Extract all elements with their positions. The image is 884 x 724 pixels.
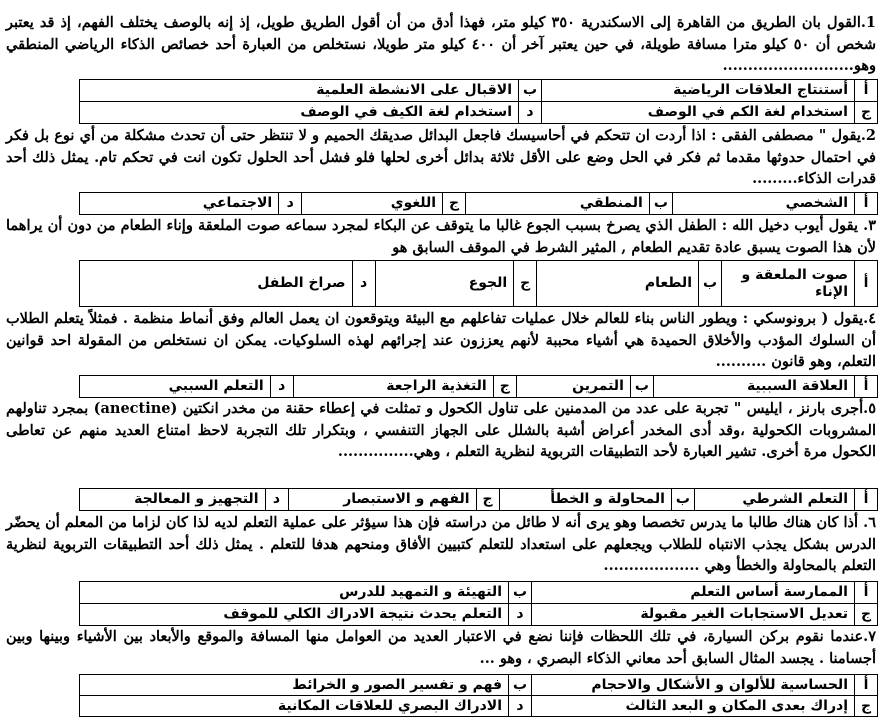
question-6-options — [79, 581, 878, 626]
question-5-options — [79, 488, 878, 511]
option-letter: د — [519, 102, 542, 124]
option-a[interactable]: العلاقة السببية — [653, 376, 854, 398]
option-letter: ج — [476, 489, 499, 511]
option-b[interactable]: فهم و تفسير الصور و الخرائط — [80, 675, 509, 696]
question-1-options — [79, 79, 878, 124]
option-a[interactable]: الشخصي — [672, 193, 854, 215]
option-letter: أ — [855, 193, 878, 215]
question-2-text: 2.يقول " مصطفى الفقى : اذا أردت ان تتحكم في أحاسيسك فاجعل البدائل صديقك الحميم و لا تنتظر حتى أن تحدث مشكلة من أي نوع بل فكر في احتمال حدوثها مقدما ثم فكر في الحل وضع على الأقل ثلاثة بدائل أخرى لحلها فلو فشل أحد الحلول تكون انت في تحكم تام. يمثل ذلك أحد قدرات الذكاء......... — [6, 127, 876, 187]
option-d[interactable]: استخدام لغة الكيف في الوصف — [80, 102, 519, 124]
question-4-text: ٤.يقول ( برونوسكي : ويطور الناس بناء للعالم خلال عمليات تفاعلهم مع البيئة ويتوقعون ان يعمل العالم وفق أنماط منظمة . فمثلاً يتعلم الطلاب أن السلوك المؤدب والأخلاق الحميدة هي أشياء محببة لأنهم يعززون عند إجرائهم لهذه السلوكيات. يمكن ان نستخلص من المقولة احد قوانين التعلم، وهو قانون .......... — [6, 310, 876, 370]
question-3-options — [79, 260, 878, 307]
question-7-options — [79, 674, 878, 717]
option-letter: أ — [855, 80, 878, 102]
question-7-text: ٧.عندما نقوم بركن السيارة، في تلك اللحظات فإننا نضع في الاعتبار العديد من العوامل منها المسافة والموقع والأبعاد بين الأشياء وبينها وبين أجسامنا . يجسد المثال السابق أحد معاني الذكاء البصري ، وهو ... — [6, 628, 876, 667]
option-c[interactable]: إدراك بعدى المكان و البعد الثالث — [532, 696, 855, 717]
option-letter: ج — [443, 193, 466, 215]
option-d[interactable]: التعلم السببي — [80, 376, 271, 398]
option-letter: ج — [493, 376, 516, 398]
option-c[interactable]: الفهم و الاستبصار — [288, 489, 476, 511]
option-a[interactable]: أستنتاج العلاقات الرياضية — [542, 80, 855, 102]
option-letter: ب — [509, 675, 532, 696]
option-letter: أ — [855, 376, 878, 398]
question-6-text: ٦. أذا كان هناك طالبا ما يدرس تخصصا وهو يرى أنه لا طائل من دراسته فإن هذا سيؤثر على عملية التعلم لديه لذا كان لزاما من المعلم أن يحضّر الدرس بشكل يجذب الانتباه للطلاب ويجعلهم على استعداد للتعلم كتبيين الأفاق ومنحهم هدفا للتعلم . يمثل ذلك أحد التطبيقات التربوية لنظرية التعلم بالمحاولة والخطأ وهي ................... — [6, 514, 877, 574]
option-c[interactable]: استخدام لغة الكم في الوصف — [542, 102, 855, 124]
option-letter: ب — [509, 582, 532, 604]
option-a[interactable]: صوت الملعقة و الإناء — [722, 261, 855, 307]
option-letter: أ — [855, 261, 878, 307]
option-letter: ج — [855, 696, 878, 717]
option-letter: ج — [855, 102, 878, 124]
option-letter: ب — [671, 489, 694, 511]
option-a[interactable]: الممارسة أساس التعلم — [532, 582, 855, 604]
option-letter: أ — [855, 489, 878, 511]
question-2-options — [79, 192, 878, 215]
option-letter: ب — [699, 261, 722, 307]
question-1-text: 1.القول بان الطريق من القاهرة إلى الاسكندرية ٣٥٠ كيلو متر، فهذا أدق من أن أقول الطريق طويل، إذ إنه بالوصف يختلف الفهم، إذ قد يعتبر شخص أن ٥٠ كيلو مترا مسافة طويلة، في حين يعتبر آخر أن ٤٠٠ كيلو متر طويلا، نستخلص من العبارة أحد خصائص الذكاء الرياضي المنطقي وهو.......................... — [6, 14, 876, 74]
question-3-text: ٣. يقول أيوب دخيل الله : الطفل الذي يصرخ بسبب الجوع غالبا ما يتوقف عن البكاء لمجرد سماعه صوت الملعقة وإناء الطعام من دون أن يراهما لأن هذا الصوت يسبق عادة تقديم الطعام , المثير الشرط في الموقف السابق هو — [6, 217, 876, 256]
option-d[interactable]: التعلم يحدث نتيجة الادراك الكلي للموقف — [80, 604, 509, 626]
option-a[interactable]: التعلم الشرطي — [694, 489, 854, 511]
option-letter: د — [279, 193, 302, 215]
question-4-options — [79, 375, 878, 398]
option-d[interactable]: صراخ الطفل — [80, 261, 353, 307]
option-letter: أ — [855, 582, 878, 604]
option-letter: د — [270, 376, 293, 398]
option-c[interactable]: التغذية الراجعة — [293, 376, 493, 398]
option-letter: د — [509, 696, 532, 717]
option-b[interactable]: الاقبال على الانشطة العلمية — [80, 80, 519, 102]
option-b[interactable]: المنطقي — [466, 193, 650, 215]
option-d[interactable]: الاجتماعي — [80, 193, 279, 215]
option-letter: ج — [514, 261, 537, 307]
option-b[interactable]: المحاولة و الخطأ — [499, 489, 671, 511]
option-letter: د — [509, 604, 532, 626]
option-d[interactable]: الادراك البصري للعلاقات المكانية — [80, 696, 509, 717]
option-letter: أ — [855, 675, 878, 696]
option-letter: د — [265, 489, 288, 511]
option-letter: د — [352, 261, 375, 307]
question-5-text: ٥.أجرى بارنز ، ايليس " تجربة على عدد من المدمنين على تناول الكحول و تمثلت في إعطاء حقنة من مخدر انكتين (anectine) بمجرد تناولهم المشروبات الكحولية ،وقد أدى المخدر أعراض أشبة بالشلل على الجهاز التنفسي ، وبتكرار تلك التجربة لاحظ امتناع العديد منهم عن تعاطى الكحول مرة أخرى. تشير العبارة لأحد التطبيقات التربوية لنظرية التعلم ، وهي............... — [6, 400, 876, 460]
option-c[interactable]: الجوع — [375, 261, 514, 307]
option-c[interactable]: اللغوي — [302, 193, 443, 215]
option-b[interactable]: الطعام — [537, 261, 699, 307]
option-c[interactable]: تعديل الاستجابات الغير مقبولة — [532, 604, 855, 626]
option-a[interactable]: الحساسية للألوان و الأشكال والاحجام — [532, 675, 855, 696]
option-d[interactable]: التجهيز و المعالجة — [80, 489, 266, 511]
option-letter: ج — [855, 604, 878, 626]
option-letter: ب — [519, 80, 542, 102]
option-letter: ب — [630, 376, 653, 398]
option-b[interactable]: التمرين — [516, 376, 630, 398]
option-letter: ب — [649, 193, 672, 215]
option-b[interactable]: التهيئة و التمهيد للدرس — [80, 582, 509, 604]
